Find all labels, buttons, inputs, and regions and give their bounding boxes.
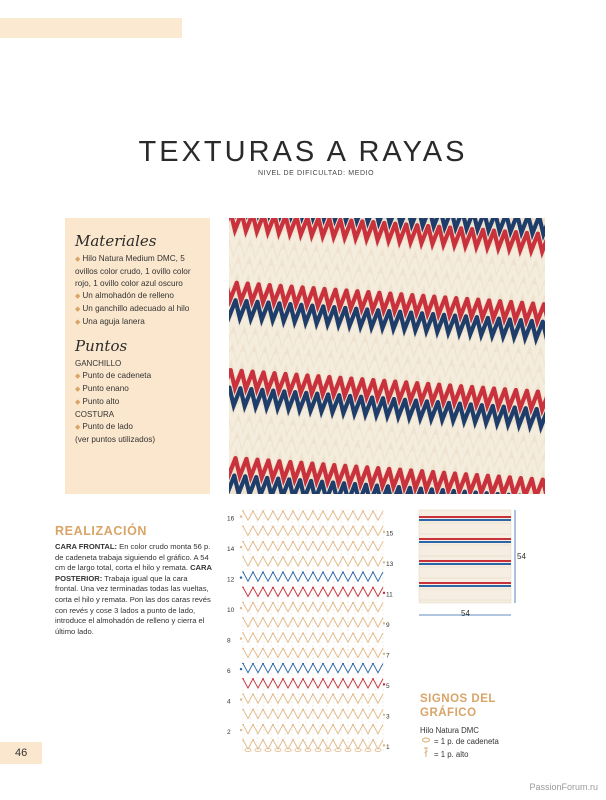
sewing-list: [75, 421, 200, 434]
materials-box: [65, 218, 210, 494]
front-label: CARA FRONTAL:: [55, 542, 118, 551]
list-item: ◆ Punto de lado: [75, 422, 133, 431]
diamond-bullet-icon: ◆: [75, 319, 81, 326]
legend-chain-text: = 1 p. de cadeneta: [434, 737, 499, 746]
diamond-bullet-icon: ◆: [75, 256, 81, 263]
legend-dc: [420, 747, 499, 761]
materials-heading: Materiales: [75, 232, 157, 250]
row-number: 9: [386, 622, 390, 630]
legend-dc-text: = 1 p. alto: [434, 749, 469, 759]
crochet-label: GANCHILLO: [75, 359, 122, 368]
top-tab: [0, 18, 182, 38]
list-item: ◆ Punto enano: [75, 384, 129, 393]
list-item: ◆ Punto alto: [75, 397, 120, 406]
difficulty-label: NIVEL DE DIFICULTAD: MEDIO: [258, 170, 375, 177]
legend-yarn: Hilo Natura DMC: [420, 726, 479, 735]
realizacion-text: [55, 542, 212, 637]
row-number: 2: [227, 728, 231, 736]
row-number: 12: [227, 576, 235, 584]
row-number: 16: [227, 515, 235, 523]
watermark: PassionForum.ru: [529, 782, 598, 792]
back-label: CARA POSTERIOR:: [55, 563, 212, 583]
width-label: 54: [461, 609, 470, 618]
list-item: ◆ Un ganchillo adecuado al hilo: [75, 304, 190, 313]
stitch-chart: [225, 503, 400, 758]
page-title: TEXTURAS A RAYAS: [138, 136, 468, 168]
stitches-note: (ver puntos utilizados): [75, 435, 156, 444]
list-item: ◆ Hilo Natura Medium DMC, 5 ovillos color crudo, 1 ovillo color rojo, 1 ovillo color azul oscuro: [75, 254, 191, 288]
chain-icon: [420, 736, 432, 747]
crochet-list: [75, 370, 200, 409]
diamond-bullet-icon: ◆: [75, 293, 81, 300]
list-item: ◆ Un almohadón de relleno: [75, 291, 174, 300]
row-number: 5: [386, 683, 390, 691]
row-number: 1: [386, 744, 390, 752]
legend-chain: [420, 736, 499, 747]
stripe-texture-image: [229, 218, 545, 494]
row-number: 8: [227, 637, 231, 645]
row-number: 14: [227, 545, 235, 553]
back-text: Trabaja igual que la cara frontal. Una vez terminadas todas las vueltas, corta el hilo y remata. Pon las dos caras revés con revés y cose 3 lados a punto de lado, introduce el almohadón de relleno y cierra el último lado.: [55, 573, 211, 636]
double-crochet-icon: [420, 747, 432, 761]
signos-heading: SIGNOS DEL GRÁFICO: [420, 693, 496, 719]
diamond-bullet-icon: ◆: [75, 399, 81, 406]
stripe-schematic: [416, 508, 526, 618]
diamond-bullet-icon: ◆: [75, 373, 81, 380]
row-number: 6: [227, 667, 231, 675]
row-number: 4: [227, 698, 231, 706]
list-item: ◆ Punto de cadeneta: [75, 371, 152, 380]
row-number: 7: [386, 652, 390, 660]
list-item: ◆ Una aguja lanera: [75, 317, 145, 326]
sewing-label: COSTURA: [75, 410, 115, 419]
realizacion-heading: REALIZACIÓN: [55, 524, 148, 538]
row-number: 3: [386, 713, 390, 721]
page-number: 46: [0, 742, 42, 764]
chart-legend: [420, 725, 499, 761]
diamond-bullet-icon: ◆: [75, 386, 81, 393]
row-number: 11: [386, 591, 393, 599]
height-label: 54: [517, 552, 526, 561]
stitches-heading: Puntos: [75, 337, 128, 355]
row-number: 15: [386, 530, 394, 538]
row-number: 13: [386, 561, 394, 569]
row-number: 10: [227, 606, 235, 614]
crochet-photo: [229, 218, 545, 494]
diamond-bullet-icon: ◆: [75, 424, 81, 431]
materials-list: [75, 253, 200, 329]
diamond-bullet-icon: ◆: [75, 306, 81, 313]
front-text: En color crudo monta 56 p. de cadeneta trabaja siguiendo el gráfico. A 54 cm de largo total, corta el hilo y remata.: [55, 542, 211, 573]
